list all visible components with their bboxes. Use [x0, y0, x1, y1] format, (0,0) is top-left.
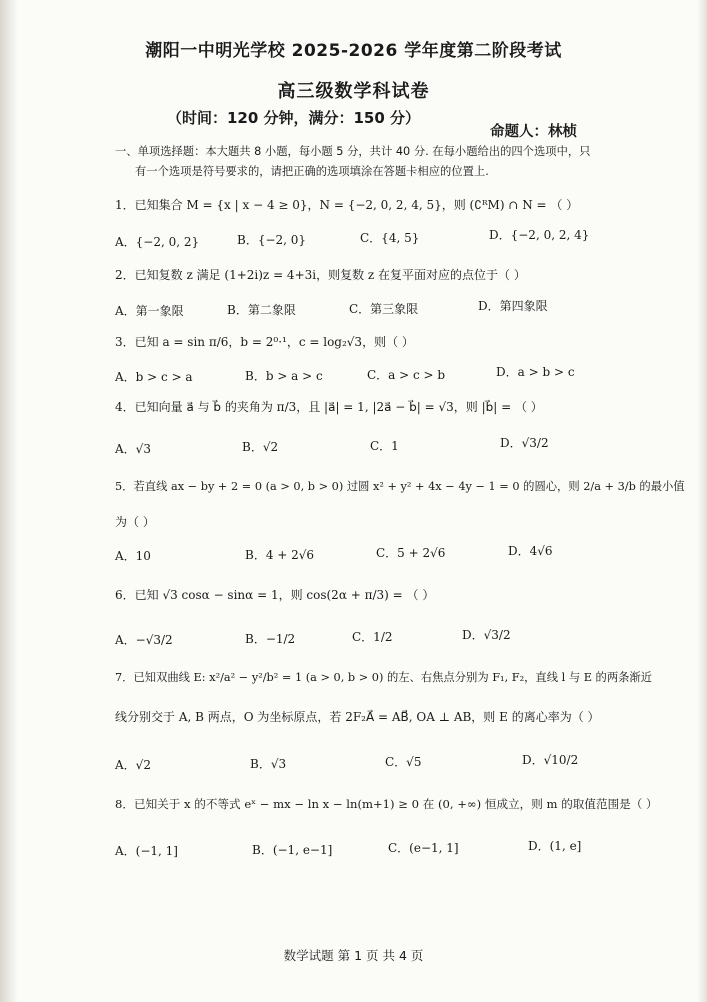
question-5-stem: 5．若直线 ax − by + 2 = 0 (a > 0, b > 0) 过圆 x² + y² + 4x − 4y − 1 = 0 的圆心，则 2/a + 3/b 的最小值	[115, 480, 685, 493]
question-7-option-c: C．√5	[385, 755, 422, 769]
question-7-option-b: B．√3	[250, 757, 287, 771]
section-heading: 一、单项选择题：本大题共 8 小题，每小题 5 分，共计 40 分. 在每小题给出的四个选项中，只	[115, 145, 591, 158]
question-4-option-b: B．√2	[242, 440, 279, 454]
exam-title: 潮阳一中明光学校 2025-2026 学年度第二阶段考试	[145, 41, 562, 61]
question-8-option-c: C．(e−1, 1]	[388, 841, 459, 855]
question-3-option-c: C．a > c > b	[367, 368, 446, 382]
question-4-option-c: C．1	[370, 439, 399, 453]
question-4-option-a: A．√3	[115, 442, 151, 456]
question-6-option-a: A．−√3/2	[115, 633, 173, 647]
question-5-option-a: A．10	[115, 549, 151, 563]
question-3-option-d: D．a > b > c	[496, 365, 575, 379]
question-5-option-d: D．4√6	[508, 544, 553, 558]
question-7-stem-cont: 线分别交于 A, B 两点，O 为坐标原点，若 2F₂A⃗ = AB⃗, OA ⊥ AB，则 E 的离心率为（ ）	[115, 710, 600, 724]
page-footer: 数学试题 第 1 页 共 4 页	[283, 948, 424, 963]
question-6-option-b: B．−1/2	[245, 632, 296, 646]
question-8-stem: 8．已知关于 x 的不等式 eˣ − mx − ln x − ln(m+1) ≥ 0 在 (0, +∞) 恒成立，则 m 的取值范围是（ ）	[115, 797, 658, 811]
question-3-option-a: A．b > c > a	[115, 370, 193, 384]
section-heading-cont: 有一个选项是符号要求的，请把正确的选项填涂在答题卡相应的位置上.	[135, 165, 489, 178]
question-5-stem-cont: 为（ ）	[115, 515, 155, 529]
question-2-option-d: D．第四象限	[478, 299, 548, 313]
exam-subtitle: 高三级数学科试卷	[277, 81, 430, 102]
question-1-option-c: C．{4, 5}	[360, 231, 420, 245]
question-6-stem: 6．已知 √3 cosα − sinα = 1，则 cos(2α + π/3) = （ ）	[115, 588, 435, 602]
question-2-stem: 2．已知复数 z 满足 (1+2i)z = 4+3i，则复数 z 在复平面对应的点位于（ ）	[115, 268, 526, 282]
question-7-stem: 7．已知双曲线 E: x²/a² − y²/b² = 1 (a > 0, b > 0) 的左、右焦点分别为 F₁, F₂，直线 l 与 E 的两条渐近	[115, 671, 653, 684]
question-1-option-b: B．{−2, 0}	[237, 233, 307, 247]
author: 命题人：林桢	[490, 124, 577, 140]
page-shadow-left	[0, 0, 18, 1002]
question-6-option-d: D．√3/2	[462, 628, 511, 642]
page-shadow-right	[697, 0, 707, 1002]
question-7-option-d: D．√10/2	[522, 753, 579, 767]
question-3-stem: 3．已知 a = sin π/6，b = 2⁰·¹，c = log₂√3，则（ ）	[115, 335, 414, 349]
question-1-option-d: D．{−2, 0, 2, 4}	[489, 228, 590, 242]
question-8-option-d: D．(1, e]	[528, 839, 582, 853]
question-4-stem: 4．已知向量 a⃗ 与 b⃗ 的夹角为 π/3，且 |a⃗| = 1, |2a⃗ − b⃗| = √3，则 |b⃗| = （ ）	[115, 400, 543, 414]
question-1-stem: 1．已知集合 M = {x | x − 4 ≥ 0}，N = {−2, 0, 2, 4, 5}，则 (∁ᴿM) ∩ N = （ ）	[115, 198, 579, 212]
question-8-option-b: B．(−1, e−1]	[252, 843, 333, 857]
question-5-option-c: C．5 + 2√6	[376, 546, 446, 560]
question-8-option-a: A．(−1, 1]	[115, 844, 178, 858]
question-2-option-b: B．第二象限	[227, 303, 296, 317]
question-2-option-c: C．第三象限	[349, 302, 419, 316]
question-7-option-a: A．√2	[115, 758, 151, 772]
time-info: （时间：120 分钟，满分：150 分）	[166, 109, 421, 127]
question-3-option-b: B．b > a > c	[245, 369, 323, 383]
question-5-option-b: B．4 + 2√6	[245, 548, 315, 562]
question-4-option-d: D．√3/2	[500, 436, 549, 450]
question-1-option-a: A．{−2, 0, 2}	[115, 235, 200, 249]
question-2-option-a: A．第一象限	[115, 304, 184, 318]
question-6-option-c: C．1/2	[352, 630, 393, 644]
